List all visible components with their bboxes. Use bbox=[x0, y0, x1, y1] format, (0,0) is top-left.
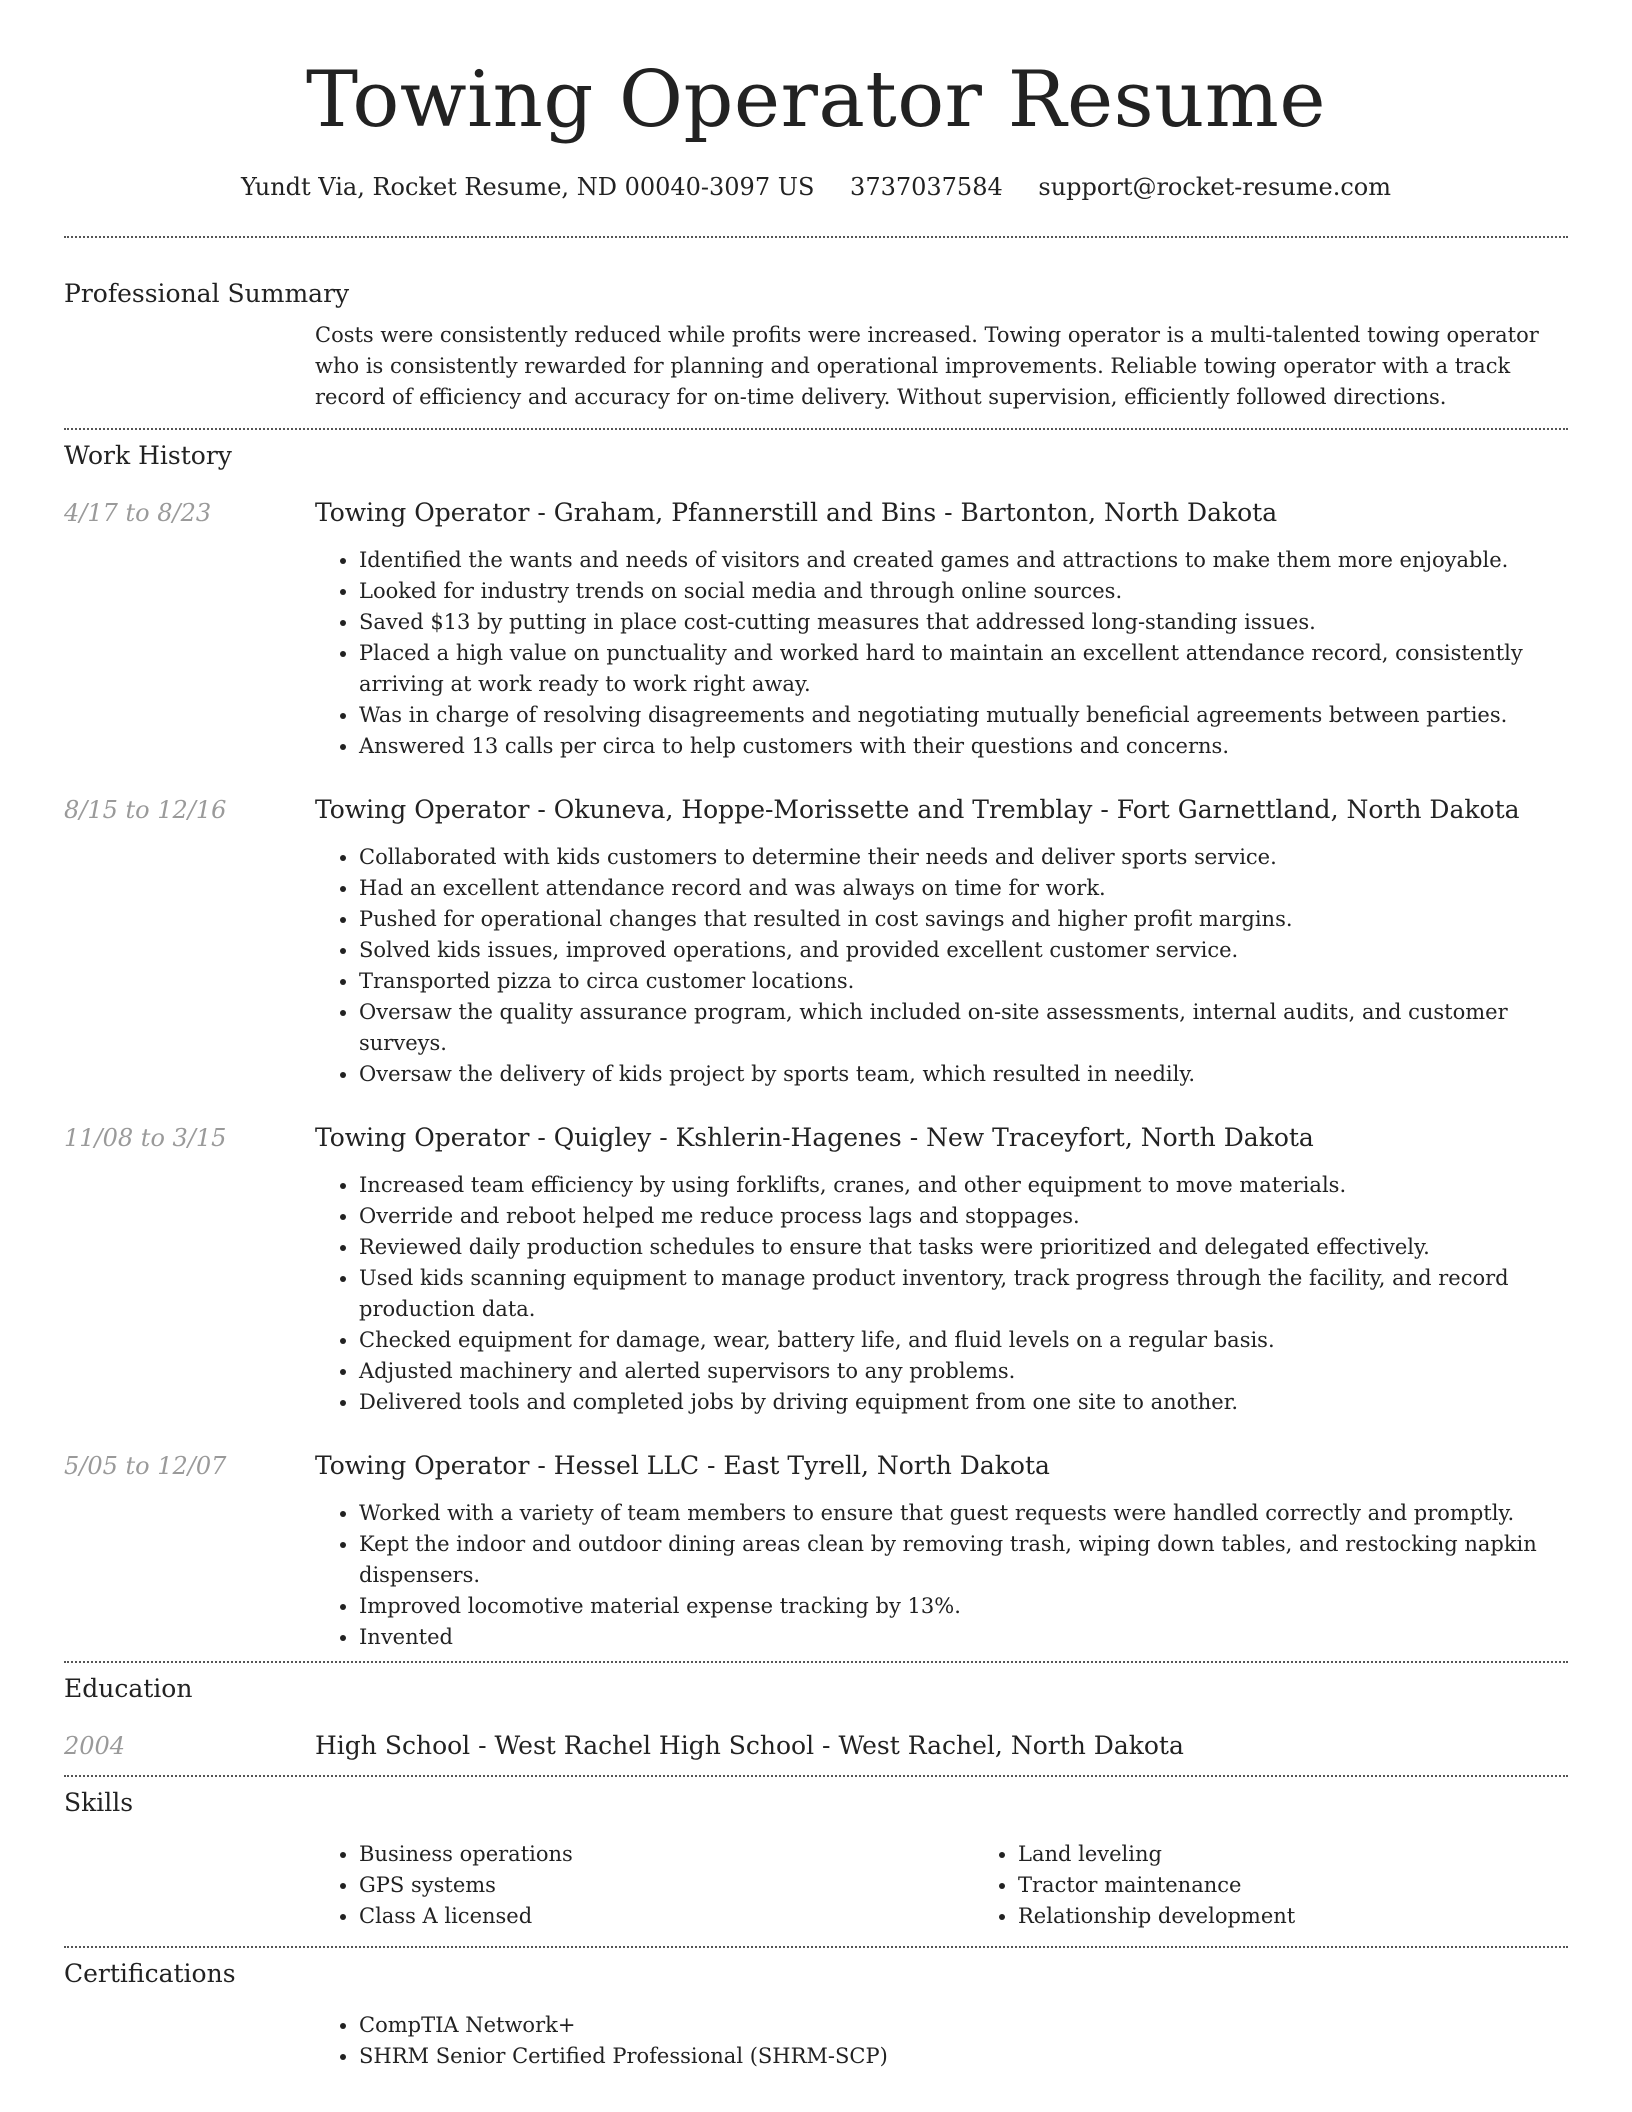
list-item: • Land leveling bbox=[1018, 1839, 1632, 1870]
list-item: • Delivered tools and completed jobs by driving equipment from one site to another. bbox=[359, 1387, 1568, 1418]
list-item: • Oversaw the delivery of kids project by sports team, which resulted in needily. bbox=[359, 1059, 1568, 1090]
list-item: • Collaborated with kids customers to determine their needs and deliver sports service. bbox=[359, 842, 1568, 873]
job-dates: 8/15 to 12/16 bbox=[64, 796, 227, 824]
list-item: • Improved locomotive material expense tracking by 13%. bbox=[359, 1591, 1568, 1622]
summary-heading: Professional Summary bbox=[64, 279, 350, 308]
list-item: • Kept the indoor and outdoor dining areas clean by removing trash, wiping down tables, and restocking napkin dispensers. bbox=[359, 1529, 1568, 1591]
skills-section bbox=[64, 1787, 1568, 1946]
list-item: • Identified the wants and needs of visitors and created games and attractions to make them more enjoyable. bbox=[359, 545, 1568, 576]
contact-email: support@rocket-resume.com bbox=[1038, 173, 1392, 201]
list-item: • Transported pizza to circa customer locations. bbox=[359, 966, 1568, 997]
list-item: • Relationship development bbox=[1018, 1901, 1632, 1932]
list-item: • Saved $13 by putting in place cost-cutting measures that addressed long-standing issues. bbox=[359, 607, 1568, 638]
job-bullets bbox=[315, 842, 1568, 1090]
job-bullets bbox=[315, 545, 1568, 762]
list-item: • Used kids scanning equipment to manage product inventory, track progress through the facility, and record production data. bbox=[359, 1263, 1568, 1325]
section-divider bbox=[64, 428, 1568, 430]
job-entry bbox=[64, 1451, 1568, 1661]
certifications-heading: Certifications bbox=[64, 1959, 236, 1988]
contact-line bbox=[64, 172, 1568, 202]
list-item: • Pushed for operational changes that resulted in cost savings and higher profit margins. bbox=[359, 904, 1568, 935]
resume-title: Towing Operator Resume bbox=[305, 55, 1327, 145]
list-item: • Increased team efficiency by using forklifts, cranes, and other equipment to move materials. bbox=[359, 1170, 1568, 1201]
list-item: • Checked equipment for damage, wear, battery life, and fluid levels on a regular basis. bbox=[359, 1325, 1568, 1356]
work-history-heading: Work History bbox=[64, 441, 232, 470]
list-item: • Solved kids issues, improved operations, and provided excellent customer service. bbox=[359, 935, 1568, 966]
job-title: Towing Operator - Graham, Pfannerstill and Bins - Bartonton, North Dakota bbox=[315, 498, 1278, 527]
section-divider bbox=[64, 1946, 1568, 1948]
list-item: • Oversaw the quality assurance program, which included on-site assessments, internal audits, and customer surveys. bbox=[359, 997, 1568, 1059]
resume-page bbox=[64, 0, 1568, 2072]
skills-heading: Skills bbox=[64, 1788, 134, 1817]
job-dates: 11/08 to 3/15 bbox=[64, 1124, 227, 1152]
list-item: • SHRM Senior Certified Professional (SHRM-SCP) bbox=[359, 2041, 1568, 2072]
contact-phone: 3737037584 bbox=[850, 173, 1003, 201]
list-item: • Placed a high value on punctuality and worked hard to maintain an excellent attendance record, consistently arriving at work ready to work right away. bbox=[359, 638, 1568, 700]
job-dates: 5/05 to 12/07 bbox=[64, 1452, 227, 1480]
education-year: 2004 bbox=[64, 1732, 126, 1760]
certifications-list bbox=[315, 2010, 1568, 2072]
list-item: • Answered 13 calls per circa to help customers with their questions and concerns. bbox=[359, 731, 1568, 762]
list-item: • Looked for industry trends on social media and through online sources. bbox=[359, 576, 1568, 607]
education-section bbox=[64, 1673, 1568, 1775]
list-item: • Worked with a variety of team members to ensure that guest requests were handled correctly and promptly. bbox=[359, 1498, 1568, 1529]
skills-list-right bbox=[974, 1839, 1632, 1932]
work-history-section bbox=[64, 440, 1568, 1661]
job-entry bbox=[64, 498, 1568, 762]
job-title: Towing Operator - Hessel LLC - East Tyrell, North Dakota bbox=[315, 1451, 1050, 1480]
summary-section bbox=[64, 278, 1568, 428]
summary-text: Costs were consistently reduced while profits were increased. Towing operator is a multi-talented towing operator who is consistently rewarded for planning and operational improvements. Reliable towing operator with a track record of efficiency and accuracy for on-time delivery. Without supervision, efficiently followed directions. bbox=[315, 323, 1539, 409]
list-item: • Was in charge of resolving disagreements and negotiating mutually beneficial agreements between parties. bbox=[359, 700, 1568, 731]
job-title: Towing Operator - Okuneva, Hoppe-Morissette and Tremblay - Fort Garnettland, North Dakota bbox=[315, 795, 1520, 824]
list-item: • Class A licensed bbox=[359, 1901, 974, 1932]
job-bullets bbox=[315, 1498, 1568, 1653]
certifications-section bbox=[64, 1958, 1568, 2072]
list-item: • Business operations bbox=[359, 1839, 974, 1870]
list-item: • GPS systems bbox=[359, 1870, 974, 1901]
list-item: • Override and reboot helped me reduce process lags and stoppages. bbox=[359, 1201, 1568, 1232]
job-dates: 4/17 to 8/23 bbox=[64, 499, 212, 527]
section-divider bbox=[64, 236, 1568, 238]
list-item: • Had an excellent attendance record and was always on time for work. bbox=[359, 873, 1568, 904]
list-item: • Adjusted machinery and alerted supervisors to any problems. bbox=[359, 1356, 1568, 1387]
job-entry bbox=[64, 795, 1568, 1090]
job-bullets bbox=[315, 1170, 1568, 1418]
list-item: • CompTIA Network+ bbox=[359, 2010, 1568, 2041]
list-item: • Reviewed daily production schedules to ensure that tasks were prioritized and delegated effectively. bbox=[359, 1232, 1568, 1263]
education-entry: High School - West Rachel High School - West Rachel, North Dakota bbox=[315, 1731, 1184, 1760]
job-title: Towing Operator - Quigley - Kshlerin-Hagenes - New Traceyfort, North Dakota bbox=[315, 1123, 1314, 1152]
section-divider bbox=[64, 1775, 1568, 1777]
list-item: • Tractor maintenance bbox=[1018, 1870, 1632, 1901]
contact-address: Yundt Via, Rocket Resume, ND 00040-3097 US bbox=[240, 173, 815, 201]
education-heading: Education bbox=[64, 1674, 193, 1703]
list-item: • Invented bbox=[359, 1622, 1568, 1653]
skills-list-left bbox=[315, 1839, 974, 1932]
section-divider bbox=[64, 1661, 1568, 1663]
job-entry bbox=[64, 1123, 1568, 1418]
